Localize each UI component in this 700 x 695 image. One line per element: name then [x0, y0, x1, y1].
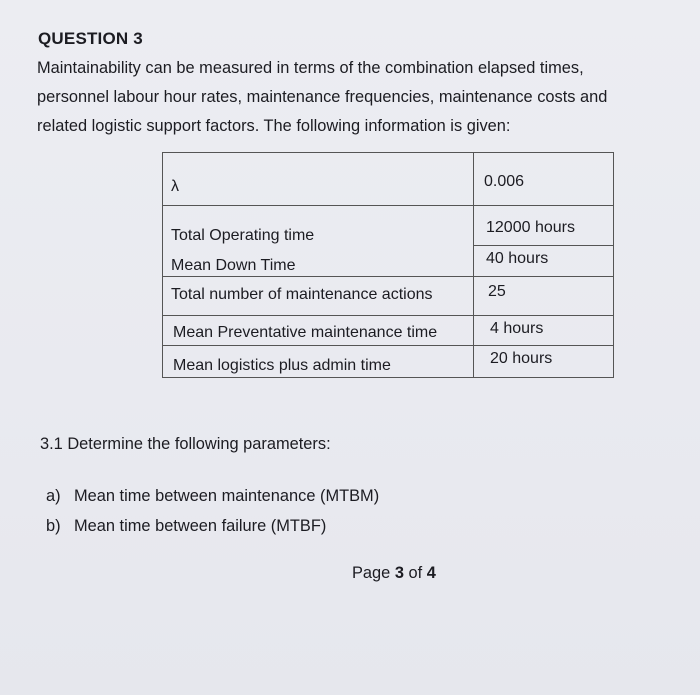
- page-prefix: Page: [352, 564, 395, 582]
- subquestion-text: 3.1 Determine the following parameters:: [40, 435, 331, 453]
- part-text: Mean time between maintenance (MTBM): [74, 487, 380, 505]
- page-number: [352, 564, 436, 583]
- part-letter: a): [46, 487, 61, 505]
- page-total: 4: [426, 564, 436, 582]
- table-value: 40 hours: [486, 250, 549, 267]
- part-text: Mean time between failure (MTBF): [74, 517, 327, 535]
- list-item: [46, 481, 379, 511]
- table-label: Total Operating time: [171, 227, 315, 244]
- intro-line: Maintainability can be measured in terms of the combination elapsed times,: [37, 59, 584, 77]
- page-middle: of: [403, 564, 427, 582]
- table-value: 25: [488, 283, 506, 300]
- table-label: Mean logistics plus admin time: [173, 357, 391, 374]
- table-value: 4 hours: [490, 320, 544, 337]
- table-label-lambda: λ: [171, 178, 179, 195]
- given-information-table: [162, 152, 614, 378]
- table-value: 20 hours: [490, 350, 553, 367]
- table-value-lambda: 0.006: [484, 173, 525, 190]
- table-label: Total number of maintenance actions: [171, 286, 433, 303]
- intro-line: related logistic support factors. The following information is given:: [37, 117, 511, 135]
- part-letter: b): [46, 517, 61, 535]
- intro-line: personnel labour hour rates, maintenance frequencies, maintenance costs and: [37, 88, 608, 106]
- page-current: 3: [394, 564, 404, 582]
- subquestion-parts: [46, 481, 379, 541]
- question-intro: [37, 54, 677, 141]
- list-item: [46, 511, 379, 541]
- table-value: 12000 hours: [486, 219, 575, 236]
- table-label: Mean Preventative maintenance time: [173, 324, 438, 341]
- table-label: Mean Down Time: [171, 257, 296, 274]
- question-title: QUESTION 3: [38, 29, 143, 48]
